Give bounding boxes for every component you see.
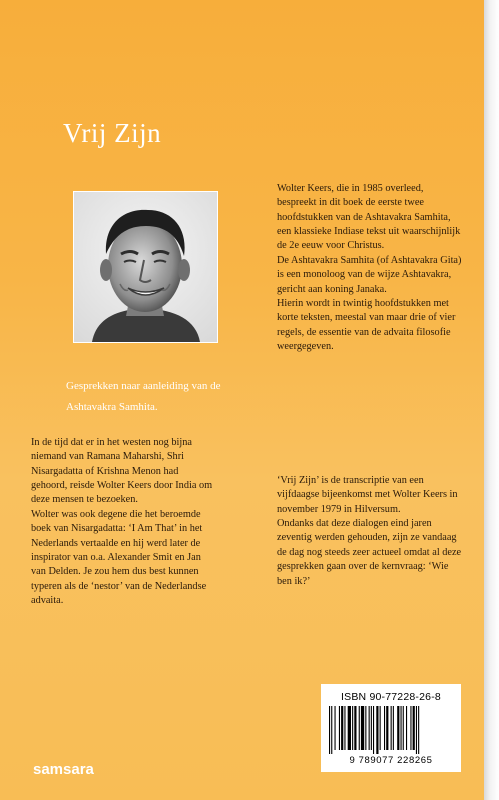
barcode-bar (341, 706, 343, 750)
barcode-bar (348, 706, 351, 750)
barcode-icon (329, 706, 453, 754)
barcode-bar (369, 706, 370, 750)
barcode-bar (397, 706, 399, 750)
blurb-left-column (31, 436, 216, 608)
barcode-bar (403, 706, 404, 750)
barcode-bar (331, 706, 332, 754)
barcode-bar (413, 706, 415, 750)
book-title: Vrij Zijn (63, 118, 162, 148)
barcode-bar (344, 706, 345, 750)
barcode-bar (371, 706, 372, 750)
barcode-bar (365, 706, 366, 750)
barcode-bar (354, 706, 356, 750)
barcode-bar (352, 706, 353, 750)
blurb-right-column-top (277, 182, 462, 354)
barcode-bar (401, 706, 402, 750)
blurb-paragraph: De Ashtavakra Samhita (of Ashtavakra Gita) is een monoloog van de wijze Ashtavakra, gericht aan koning Janaka. (277, 254, 462, 295)
book-subtitle: Gesprekken naar aanleiding van de Ashtavakra Samhita. (66, 380, 221, 414)
author-portrait (73, 191, 218, 343)
publisher-logo: samsara (33, 761, 94, 778)
barcode-bar (335, 706, 336, 750)
barcode-bar (359, 706, 360, 750)
barcode-bar (339, 706, 340, 750)
isbn-number: ISBN 90-77228-26-8 (341, 691, 441, 703)
barcode-bar (376, 706, 378, 754)
barcode-bar (393, 706, 394, 750)
blurb-paragraph: Ondanks dat deze dialogen eind jaren zeventig werden gehouden, zijn ze vandaag de dag nog steeds zeer actueel omdat al deze gesprekken gaan over de kernvraag: ‘Wie ben ik?’ (277, 518, 462, 587)
barcode-bar (361, 706, 364, 750)
barcode-bar (329, 706, 330, 754)
blurb-paragraph: ‘Vrij Zijn’ is de transcriptie van een vijfdaagse bijeenkomst met Wolter Keers in november 1979 in Hilversum. (277, 475, 458, 515)
ean-number: 9 789077 228265 (349, 755, 433, 766)
barcode-bar (386, 706, 388, 750)
barcode-bar (391, 706, 392, 750)
barcode-bar (410, 706, 411, 750)
barcode-label (321, 684, 461, 772)
barcode-bar (418, 706, 419, 754)
author-portrait-image (74, 192, 217, 342)
barcode-bar (406, 706, 407, 750)
blurb-paragraph: Wolter Keers, die in 1985 overleed, bespreekt in dit boek de eerste twee hoofdstukken van de Ashtavakra Samhita, een klassieke Indiase tekst uit waarschijnlijk de 2e eeuw voor Christus. (277, 183, 461, 252)
blurb-paragraph: Wolter was ook degene die het beroemde boek van Nisargadatta: ‘I Am That’ in het Nederlands vertaalde en hij werd later de inspirator van o.a. Alexander Smit en Jan van Delden. Je zou hem dus best kunnen typeren als de ‘nestor’ van de Nederlandse advaita. (31, 508, 207, 606)
page-edge (484, 0, 499, 800)
barcode-bar (373, 706, 374, 754)
barcode-bar (380, 706, 381, 750)
barcode-bar (416, 706, 417, 754)
barcode-bar (384, 706, 385, 750)
blurb-paragraph: In de tijd dat er in het westen nog bijna niemand van Ramana Maharshi, Shri Nisargadatta of Krishna Menon had gehoord, reisde Wolter Keers door India om deze mensen te bezoeken. (31, 437, 213, 506)
blurb-right-column-bottom (277, 474, 462, 589)
blurb-paragraph: Hierin wordt in twintig hoofdstukken met korte teksten, meestal van maar drie of vier regels, de essentie van de advaita filosofie weergegeven. (277, 297, 456, 352)
